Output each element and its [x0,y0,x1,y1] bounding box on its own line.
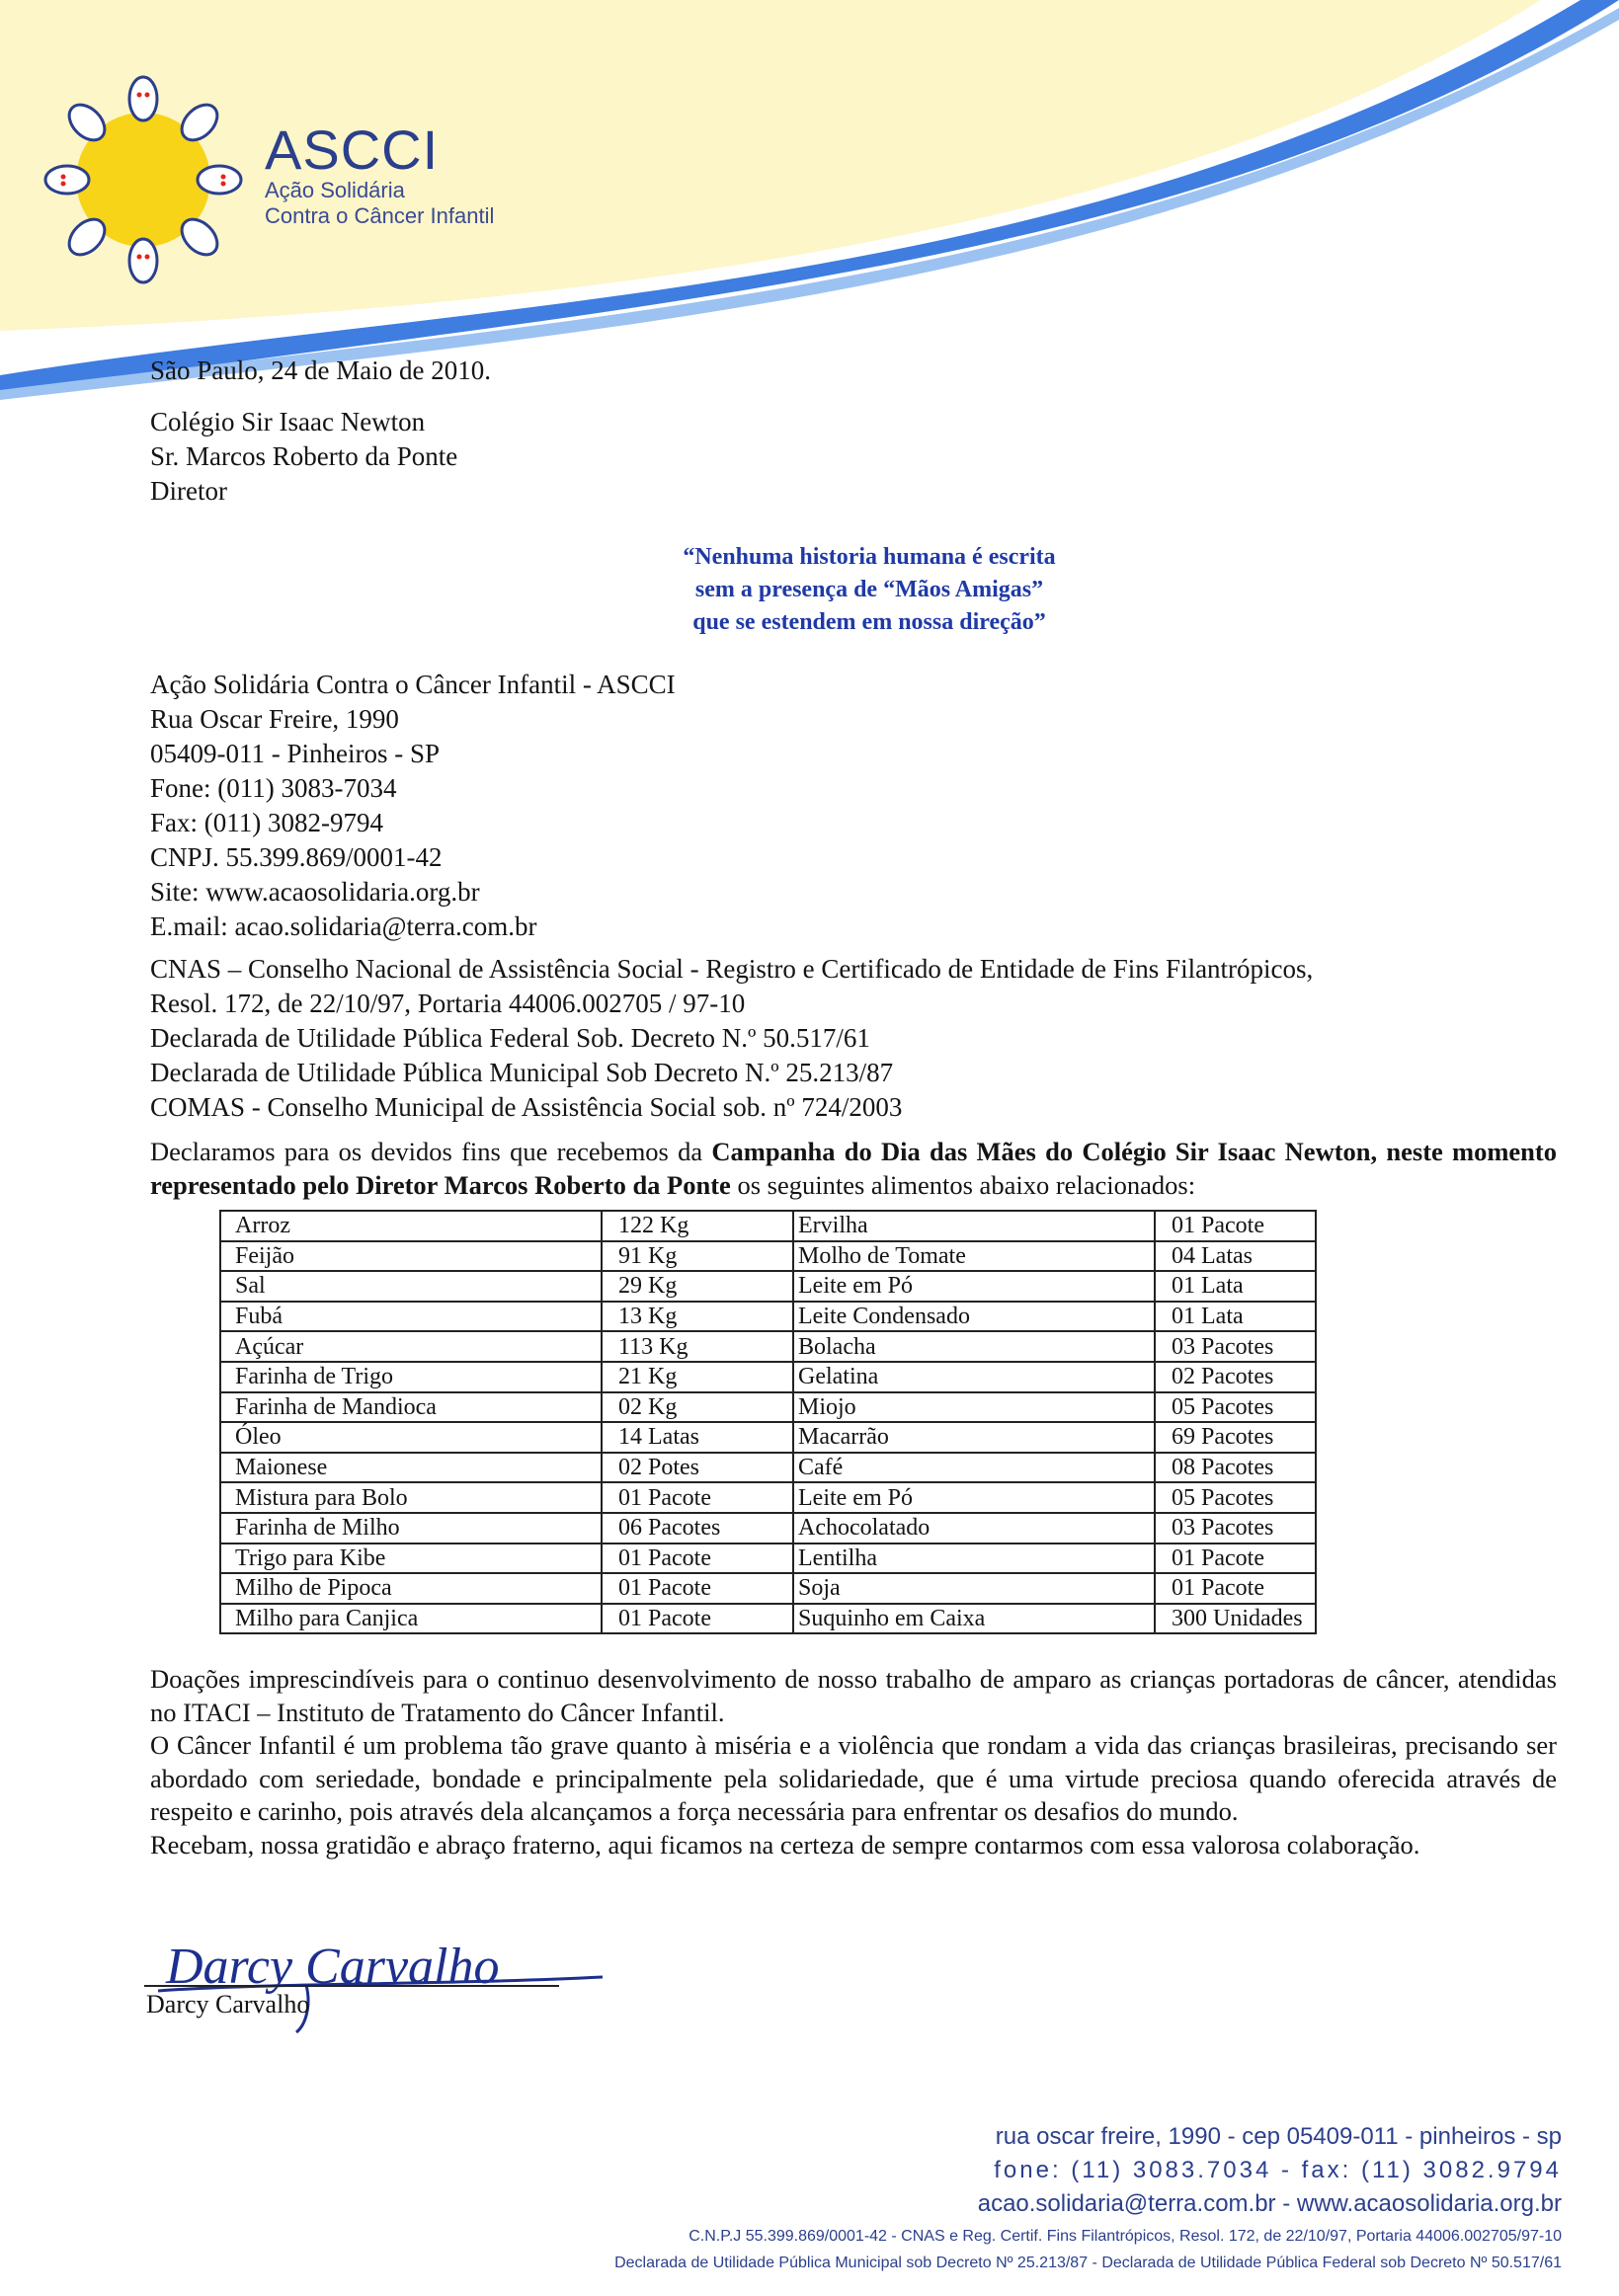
declaration-text: os seguintes alimentos abaixo relacionados: [730,1169,1196,1200]
sender-line: Fax: (011) 3082-9794 [150,808,383,837]
item-name-cell: Ervilha [793,1211,1155,1241]
item-name-cell: Sal [220,1271,602,1302]
svg-text:Darcy Carvalho: Darcy Carvalho [166,1939,500,1995]
item-quantity-cell: 01 Pacote [1155,1211,1316,1241]
item-quantity-cell: 02 Pacotes [1155,1362,1316,1392]
item-quantity-cell: 01 Pacote [602,1482,793,1513]
footer-phones: fone: (11) 3083.7034 - fax: (11) 3082.9794 [994,2157,1562,2183]
table-row [220,1453,1316,1483]
quote-line: “Nenhuma historia humana é escrita [683,544,1056,570]
item-quantity-cell: 01 Pacote [602,1544,793,1574]
item-name-cell: Maionese [220,1453,602,1483]
item-name-cell: Suquinho em Caixa [793,1604,1155,1634]
item-quantity-cell: 03 Pacotes [1155,1331,1316,1362]
item-name-cell: Milho para Canjica [220,1604,602,1634]
item-name-cell: Mistura para Bolo [220,1482,602,1513]
quote [553,541,1185,639]
table-row [220,1211,1316,1241]
registration-line: CNAS – Conselho Nacional de Assistência Social - Registro e Certificado de Entidade de Fins Filantrópicos, [150,954,1314,984]
table-row [220,1482,1316,1513]
item-name-cell: Leite em Pó [793,1271,1155,1302]
item-quantity-cell: 08 Pacotes [1155,1453,1316,1483]
item-name-cell: Trigo para Kibe [220,1544,602,1574]
item-name-cell: Fubá [220,1302,602,1332]
sender-line: Ação Solidária Contra o Câncer Infantil - ASCCI [150,670,676,699]
item-quantity-cell: 01 Pacote [1155,1573,1316,1604]
table-row [220,1573,1316,1604]
item-quantity-cell: 21 Kg [602,1362,793,1392]
footer-registration-1: C.N.P.J 55.399.869/0001-42 - CNAS e Reg. Certif. Fins Filantrópicos, Resol. 172, de 22/10/97, Portaria 44006.002705/97-10 [688,2228,1562,2245]
declaration-paragraph [150,1136,1557,1202]
item-name-cell: Achocolatado [793,1513,1155,1544]
item-name-cell: Macarrão [793,1422,1155,1453]
item-quantity-cell: 300 Unidades [1155,1604,1316,1634]
item-name-cell: Leite Condensado [793,1302,1155,1332]
item-quantity-cell: 01 Pacote [1155,1544,1316,1574]
table-row [220,1271,1316,1302]
item-quantity-cell: 69 Pacotes [1155,1422,1316,1453]
item-name-cell: Feijão [220,1241,602,1272]
item-quantity-cell: 05 Pacotes [1155,1482,1316,1513]
item-name-cell: Milho de Pipoca [220,1573,602,1604]
sender-line: Rua Oscar Freire, 1990 [150,704,399,734]
item-quantity-cell: 29 Kg [602,1271,793,1302]
registration-line: COMAS - Conselho Municipal de Assistência Social sob. nº 724/2003 [150,1092,903,1122]
footer-web: acao.solidaria@terra.com.br - www.acaosolidaria.org.br [977,2190,1562,2217]
ascci-logo [40,71,247,288]
recipient-block [150,405,457,509]
closing-paragraph: Doações imprescindíveis para o continuo desenvolvimento de nosso trabalho de amparo as crianças portadoras de câncer, atendidas no ITACI – Instituto de Tratamento do Câncer Infantil. [150,1664,1557,1727]
registration-line: Resol. 172, de 22/10/97, Portaria 44006.002705 / 97-10 [150,989,746,1018]
table-row [220,1331,1316,1362]
item-quantity-cell: 04 Latas [1155,1241,1316,1272]
table-row [220,1362,1316,1392]
item-quantity-cell: 01 Lata [1155,1271,1316,1302]
table-row [220,1241,1316,1272]
registration-line: Declarada de Utilidade Pública Municipal Sob Decreto N.º 25.213/87 [150,1058,894,1087]
item-quantity-cell: 02 Kg [602,1392,793,1423]
item-name-cell: Açúcar [220,1331,602,1362]
item-name-cell: Gelatina [793,1362,1155,1392]
sender-line: Site: www.acaosolidaria.org.br [150,877,480,907]
item-quantity-cell: 14 Latas [602,1422,793,1453]
quote-line: que se estendem em nossa direção” [692,609,1046,635]
brand-line-1: Ação Solidária [265,178,405,202]
brand-block [265,119,495,229]
item-quantity-cell: 122 Kg [602,1211,793,1241]
item-name-cell: Soja [793,1573,1155,1604]
item-quantity-cell: 05 Pacotes [1155,1392,1316,1423]
item-name-cell: Café [793,1453,1155,1483]
table-row [220,1544,1316,1574]
item-name-cell: Farinha de Milho [220,1513,602,1544]
declaration-text: Declaramos para os devidos fins que recebemos da [150,1137,712,1166]
item-name-cell: Miojo [793,1392,1155,1423]
item-name-cell: Farinha de Mandioca [220,1392,602,1423]
sender-line: E.mail: acao.solidaria@terra.com.br [150,911,537,941]
signer-name: Darcy Carvalho [146,1990,310,2019]
registration-line: Declarada de Utilidade Pública Federal Sob. Decreto N.º 50.517/61 [150,1023,870,1053]
item-quantity-cell: 113 Kg [602,1331,793,1362]
item-quantity-cell: 01 Lata [1155,1302,1316,1332]
sender-line: Fone: (011) 3083-7034 [150,773,397,803]
table-row [220,1513,1316,1544]
declaration-bold-text: Campanha do Dia das Mães do Colégio Sir Isaac Newton, neste momento representado pelo Diretor Marcos Roberto da Ponte [150,1137,1557,1200]
item-name-cell: Leite em Pó [793,1482,1155,1513]
table-row [220,1422,1316,1453]
item-quantity-cell: 03 Pacotes [1155,1513,1316,1544]
item-name-cell: Molho de Tomate [793,1241,1155,1272]
recipient-line: Diretor [150,476,227,506]
item-quantity-cell: 02 Potes [602,1453,793,1483]
signature-line [144,1985,559,1987]
sender-line: CNPJ. 55.399.869/0001-42 [150,842,443,872]
sender-line: 05409-011 - Pinheiros - SP [150,739,441,768]
item-name-cell: Óleo [220,1422,602,1453]
brand-line-2: Contra o Câncer Infantil [265,203,495,228]
brand-name: ASCCI [265,119,440,181]
item-quantity-cell: 91 Kg [602,1241,793,1272]
letter-date: São Paulo, 24 de Maio de 2010. [150,356,491,385]
footer-address: rua oscar freire, 1990 - cep 05409-011 - pinheiros - sp [995,2123,1562,2150]
closing-paragraph: O Câncer Infantil é um problema tão grave quanto à miséria e a violência que rondam a vida das crianças brasileiras, precisando ser abordado com seriedade, bondade e principalmente pela solidariedade, que é uma virtude preciosa quando oferecida através de respeito e carinho, pois através dela alcançamos a força necessária para enfrentar os desafios do mundo. [150,1730,1557,1826]
item-name-cell: Bolacha [793,1331,1155,1362]
item-name-cell: Arroz [220,1211,602,1241]
table-row [220,1392,1316,1423]
item-name-cell: Lentilha [793,1544,1155,1574]
table-row [220,1302,1316,1332]
footer-registration-2: Declarada de Utilidade Pública Municipal sob Decreto Nº 25.213/87 - Declarada de Utilidade Pública Federal sob Decreto Nº 50.517/61 [614,2255,1562,2271]
sender-block [150,668,676,944]
item-quantity-cell: 01 Pacote [602,1573,793,1604]
item-quantity-cell: 13 Kg [602,1302,793,1332]
closing-paragraph: Recebam, nossa gratidão e abraço fraterno, aqui ficamos na certeza de sempre contarmos com essa valorosa colaboração. [150,1829,1420,1860]
item-name-cell: Farinha de Trigo [220,1362,602,1392]
quote-line: sem a presença de “Mãos Amigas” [694,577,1044,602]
donation-items-table [219,1210,1317,1634]
registrations-block [150,952,1313,1125]
recipient-line: Sr. Marcos Roberto da Ponte [150,441,458,471]
table-row [220,1604,1316,1634]
item-quantity-cell: 01 Pacote [602,1604,793,1634]
item-quantity-cell: 06 Pacotes [602,1513,793,1544]
closing-paragraphs [150,1663,1557,1861]
recipient-line: Colégio Sir Isaac Newton [150,407,426,436]
